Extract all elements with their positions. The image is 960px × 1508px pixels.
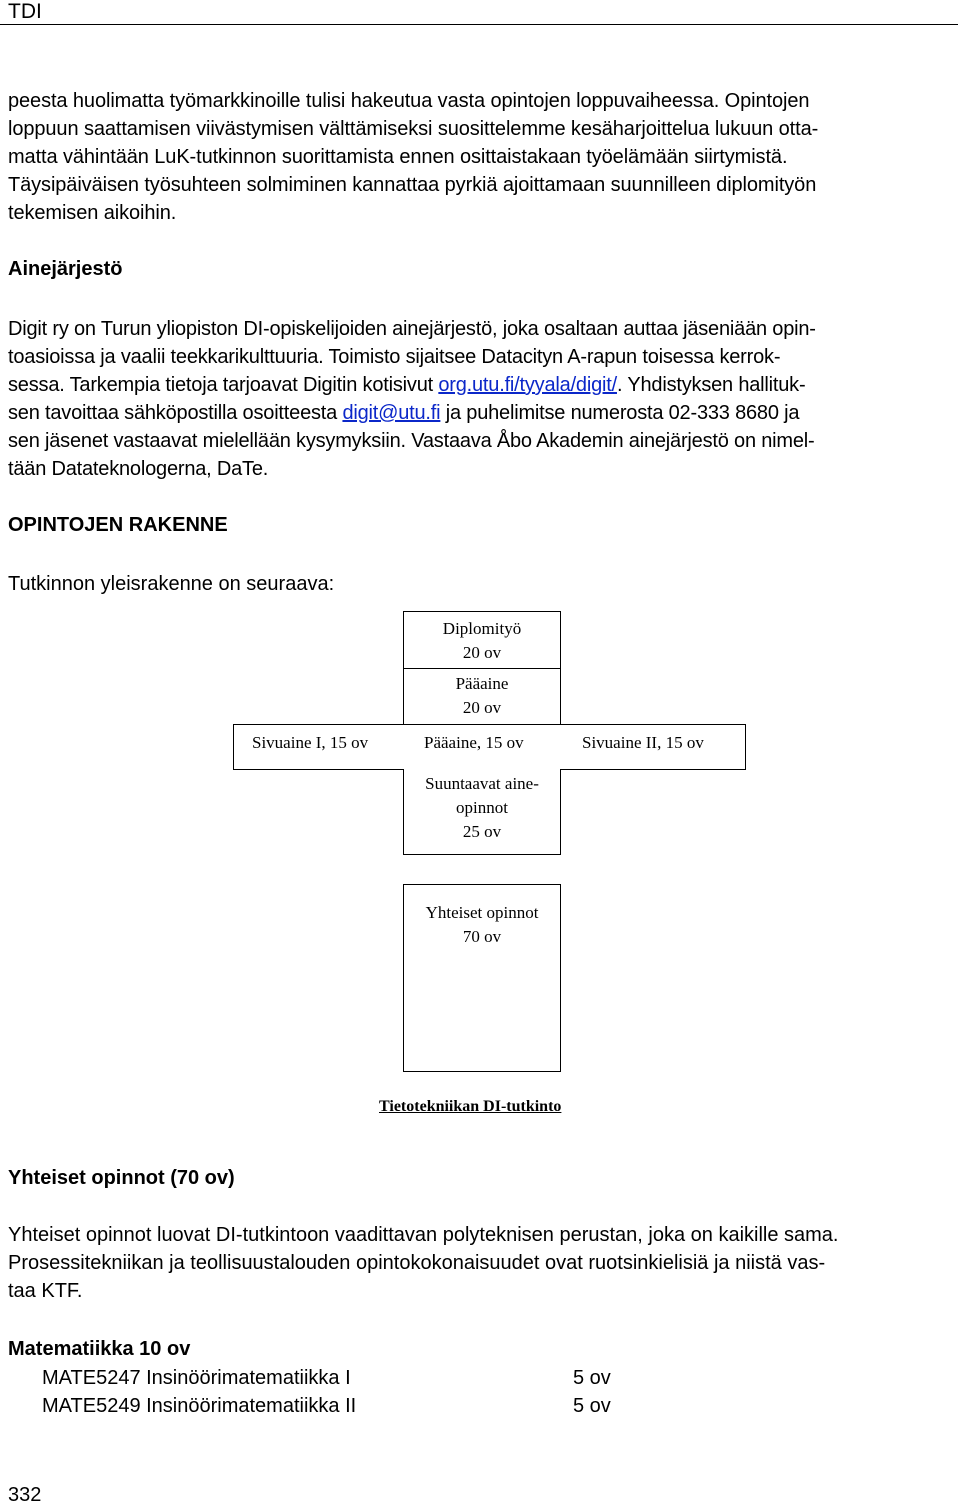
box-label-paaaine-mid: Pääaine, 15 ov: [424, 733, 524, 752]
text-segment: ja puhelimitse numerosta 02-333 8680 ja: [440, 402, 800, 424]
course-name: MATE5247 Insinöörimatematiikka I: [42, 1367, 351, 1389]
box-credits: 70 ov: [462, 927, 502, 946]
intro-paragraph: [8, 87, 953, 227]
diagram-box-yhteiset: [403, 884, 561, 1072]
diagram-box-diplomityo: [403, 611, 561, 669]
text-line: loppuun saattamisen viivästymisen välttämiseksi suosittelemme kesäharjoittelua lukuun otta-: [8, 118, 819, 140]
box-label-sivuaine-2: Sivuaine II, 15 ov: [582, 733, 704, 752]
text-line: sen jäsenet vastaavat mielellään kysymyksiin. Vastaava Åbo Akademin ainejärjestö on nimel-: [8, 430, 815, 452]
box-label: opinnot: [456, 798, 508, 817]
section-heading-rakenne: OPINTOJEN RAKENNE: [8, 514, 228, 536]
text-line: Tutkinnon yleisrakenne on seuraava:: [8, 573, 335, 595]
ainejarjesto-paragraph: [8, 315, 953, 483]
course-row: [42, 1364, 642, 1392]
section-heading-yhteiset: Yhteiset opinnot (70 ov): [8, 1167, 235, 1189]
page-number: 332: [8, 1484, 42, 1506]
text-line: tään Datateknologerna, DaTe.: [8, 458, 269, 480]
digit-email-link[interactable]: digit@utu.fi: [342, 402, 441, 424]
text-line: matta vähintään LuK-tutkinnon suorittamista ennen osittaistakaan työelämään siirtymistä.: [8, 146, 788, 168]
box-label-sivuaine-1: Sivuaine I, 15 ov: [252, 733, 369, 752]
box-label: Yhteiset opinnot: [425, 903, 539, 922]
course-credits: 5 ov: [573, 1395, 611, 1417]
box-credits: 20 ov: [462, 643, 502, 662]
diagram-box-middle-row: [233, 724, 746, 770]
box-label: Suuntaavat aine-: [425, 774, 539, 793]
text-line: [8, 371, 953, 399]
box-credits: 20 ov: [462, 698, 502, 717]
course-row: [42, 1392, 642, 1420]
text-line: taa KTF.: [8, 1280, 83, 1302]
course-credits: 5 ov: [573, 1367, 611, 1389]
text-line: peesta huolimatta työmarkkinoille tulisi hakeutua vasta opintojen loppuvaiheessa. Opintojen: [8, 90, 810, 112]
course-name: MATE5249 Insinöörimatematiikka II: [42, 1395, 357, 1417]
header-title: TDI: [8, 0, 42, 23]
text-segment: sen tavoittaa sähköpostilla osoitteesta: [8, 402, 343, 424]
section-heading-matematiikka: Matematiikka 10 ov: [8, 1338, 191, 1360]
diagram-caption: Tietotekniikan DI-tutkinto: [379, 1098, 562, 1115]
rakenne-intro: [8, 570, 953, 598]
text-line: [8, 399, 953, 427]
box-label: Pääaine: [455, 674, 509, 693]
box-credits: 25 ov: [462, 822, 502, 841]
text-line: Täysipäiväisen työsuhteen solmiminen kannattaa pyrkiä ajoittamaan suunnilleen diplomityön: [8, 174, 817, 196]
text-line: Prosessitekniikan ja teollisuustalouden opintokokonaisuudet ovat ruotsinkielisiä ja niistä vas-: [8, 1252, 826, 1274]
digit-website-link[interactable]: org.utu.fi/tyyala/digit/: [438, 374, 617, 396]
box-label: Diplomityö: [442, 619, 522, 638]
page-header: [0, 0, 958, 25]
yhteiset-paragraph: [8, 1221, 953, 1305]
text-line: Digit ry on Turun yliopiston DI-opiskelijoiden ainejärjestö, joka osaltaan auttaa jäseniään opin-: [8, 318, 816, 340]
text-line: tekemisen aikoihin.: [8, 202, 177, 224]
text-line: toasioissa ja vaalii teekkarikulttuuria. Toimisto sijaitsee Datacityn A-rapun toisessa kerrok-: [8, 346, 781, 368]
section-heading-ainejarjesto: Ainejärjestö: [8, 258, 123, 280]
text-segment: sessa. Tarkempia tietoja tarjoavat Digitin kotisivut: [8, 374, 439, 396]
text-segment: . Yhdistyksen hallituk-: [616, 374, 806, 396]
diagram-box-paaaine: [403, 669, 561, 725]
text-line: Yhteiset opinnot luovat DI-tutkintoon vaadittavan polyteknisen perustan, joka on kaikille sama.: [8, 1224, 839, 1246]
diagram-box-suuntaavat: [403, 769, 561, 855]
